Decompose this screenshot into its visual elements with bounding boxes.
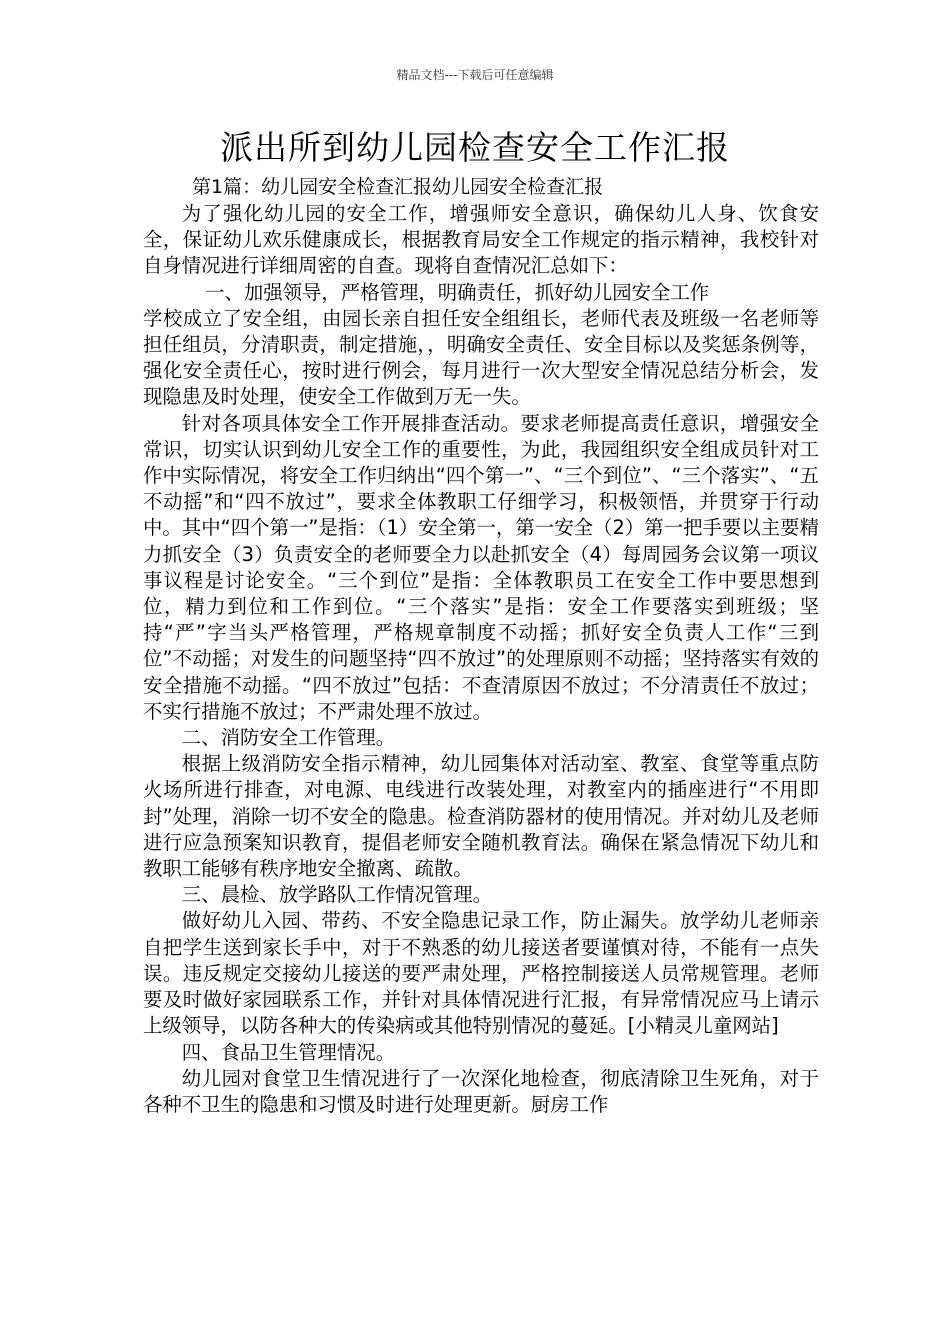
heading-section-1: 一、加强领导，严格管理，明确责任，抓好幼儿园安全工作	[205, 280, 710, 304]
paragraph-fire-safety: 根据上级消防安全指示精神，幼儿园集体对活动室、教室、食堂等重点防火场所进行排查，对电源、电线进行改装处理，对教室内的插座进行“不用即封”处理，消除一切不安全的隐患。检查消防器材的使用情况。并对幼儿及老师进行应急预案知识教育，提倡老师安全随机教育法。确保在紧急情况下幼儿和教职工能够有秩序地安全撤离、疏散。	[143, 752, 819, 881]
paragraph-inspection: 针对各项具体安全工作开展排查活动。要求老师提高责任意识，增强安全常识，切实认识到幼儿安全工作的重要性，为此，我园组织安全组成员针对工作中实际情况，将安全工作归纳出“四个第一”、“三个到位”、“三个落实”、“五不动摇”和“四不放过”，要求全体教职工仔细学习，积极领悟，并贯穿于行动中。其中“四个第一”是指：（1）安全第一，第一安全（2）第一把手要以主要精力抓安全（3）负责安全的老师要全力以赴抓安全（4）每周园务会议第一项议事议程是讨论安全。“三个到位”是指：全体教职员工在安全工作中要思想到位，精力到位和工作到位。“三个落实”是指：安全工作要落实到班级；坚持“严”字当头严格管理，严格规章制度不动摇；抓好安全负责人工作“三到位”不动摇；对发生的问题坚持“四不放过”的处理原则不动摇；坚持落实有效的安全措施不动摇。“四不放过”包括：不查清原因不放过；不分清责任不放过；不实行措施不放过；不严肃处理不放过。	[143, 411, 819, 723]
paragraph-morning-check: 做好幼儿入园、带药、不安全隐患记录工作，防止漏失。放学幼儿老师亲自把学生送到家长手中，对于不熟悉的幼儿接送者要谨慎对待，不能有一点失误。违反规定交接幼儿接送的要严肃处理，严格控制接送人员常规管理。老师要及时做好家园联系工作，并针对具体情况进行汇报，有异常情况应马上请示上级领导，以防各种大的传染病或其他特别情况的蔓延。[小精灵儿童网站]	[143, 909, 819, 1038]
paragraph-food-hygiene: 幼儿园对食堂卫生情况进行了一次深化地检查，彻底清除卫生死角，对于各种不卫生的隐患和习惯及时进行处理更新。厨房工作	[143, 1066, 819, 1116]
header-note: 精品文档---下载后可任意编辑	[396, 68, 554, 82]
paragraph-safety-group: 学校成立了安全组，由园长亲自担任安全组组长，老师代表及班级一名老师等担任组员，分清职责，制定措施，，明确安全责任、安全目标以及奖惩条例等，强化安全责任心，按时进行例会，每月进行一次大型安全情况总结分析会，发现隐患及时处理，使安全工作做到万无一失。	[143, 306, 819, 409]
heading-section-4: 四、食品卫生管理情况。	[181, 1040, 396, 1064]
heading-section-3: 三、晨检、放学路队工作情况管理。	[181, 883, 493, 907]
document-title: 派出所到幼儿园检查安全工作汇报	[220, 128, 730, 167]
heading-section-2: 二、消防安全工作管理。	[181, 726, 396, 750]
section-subtitle: 第1篇：幼儿园安全检查汇报幼儿园安全检查汇报	[192, 176, 604, 198]
paragraph-intro: 为了强化幼儿园的安全工作，增强师安全意识，确保幼儿人身、饮食安全，保证幼儿欢乐健康成长，根据教育局安全工作规定的指示精神，我校针对自身情况进行详细周密的自查。现将自查情况汇总如下：	[143, 202, 819, 278]
document-body	[143, 201, 819, 1118]
